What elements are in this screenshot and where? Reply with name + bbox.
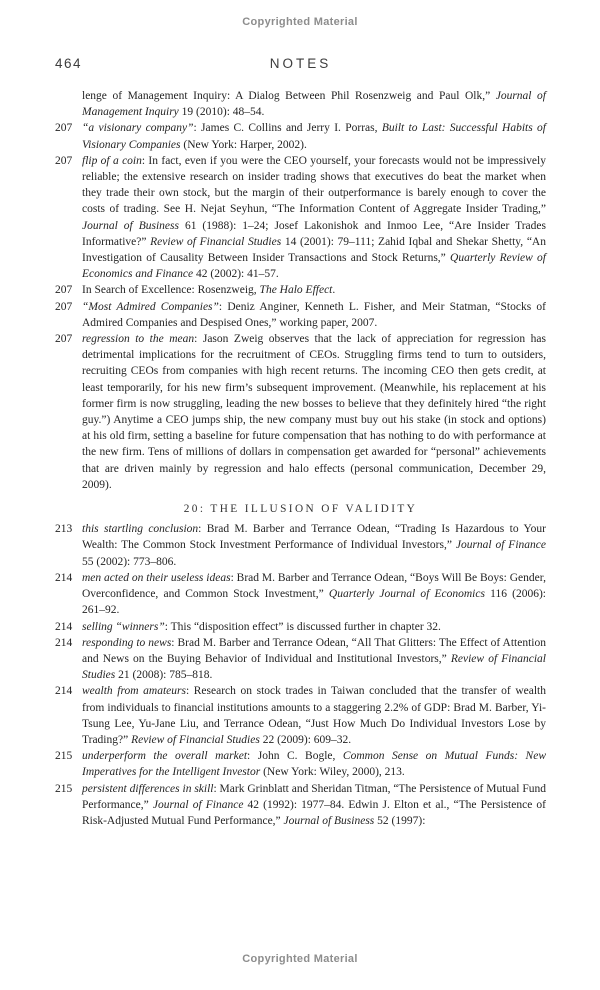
- note-text: [82, 301, 546, 329]
- note-text-segment: 42 (2002): 41–57.: [193, 268, 279, 281]
- note-page-number: 214: [55, 636, 73, 649]
- note-text-segment: : In fact, even if you were the CEO yourself, your forecasts would not be impressively reliable; the extensive research on insider trading shows that executives do beat the market when they trade their own stock, but the margin of their outperformance is barely enough to cover the costs of trading. See H. Nejat Seyhun, “The Information Content of Aggregate Insider Trading,”: [82, 154, 546, 216]
- note-entry: [55, 619, 546, 635]
- note-text-italic-segment: persistent differences in skill: [82, 782, 214, 795]
- page-header: [55, 56, 546, 74]
- note-entry: [55, 521, 546, 570]
- note-text-segment: (New York: Harper, 2002).: [180, 138, 307, 151]
- note-text-italic-segment: wealth from amateurs: [82, 685, 186, 698]
- chapter-heading: 20: THE ILLUSION OF VALIDITY: [183, 503, 418, 516]
- note-text: [82, 284, 335, 296]
- note-page-number: 214: [55, 571, 73, 584]
- note-text: [82, 621, 441, 633]
- note-entry: [55, 635, 546, 684]
- note-entry: [55, 570, 546, 619]
- note-text-italic-segment: Review of Financial Studies: [82, 652, 546, 682]
- note-text-italic-segment: Review of Financial Studies: [150, 235, 282, 248]
- note-text-segment: 14 (2001): 79–111; Zahid Iqbal and Shekar Shetty, “An Investigation of Causality Between Insider Transactions and Stock Returns,”: [82, 235, 546, 265]
- note-text-segment: : Research on stock trades in Taiwan concluded that the transfer of wealth from individuals to financial institutions amounts to a staggering 2.2% of GDP: Brad M. Barber, Yi-Tsung Lee, Yu-Jane Liu, and Terrance Odean, “Just How Much Do Individual Investors Lose by Trading?”: [82, 685, 546, 746]
- note-text-segment: : Brad M. Barber and Terrance Odean, “Boys Will Be Boys: Gender, Overconfidence, and Common Stock Investment,”: [82, 571, 546, 601]
- note-text-italic-segment: Journal of Finance: [152, 798, 244, 811]
- note-text-italic-segment: Journal of Finance: [455, 539, 546, 552]
- note-page-number: 207: [55, 300, 73, 313]
- notes-list: [55, 88, 546, 829]
- note-entry: [55, 683, 546, 748]
- note-text-italic-segment: this startling conclusion: [82, 523, 199, 536]
- note-text-segment: 42 (1992): 1977–84. Edwin J. Elton et al., “The Persistence of Risk-Adjusted Mutual Fund Performance,”: [82, 798, 546, 827]
- page-number: 464: [55, 56, 83, 71]
- note-text-italic-segment: Journal of Business: [82, 219, 179, 232]
- note-text-segment: : Mark Grinblatt and Sheridan Titman, “The Persistence of Mutual Fund Performance,”: [82, 782, 546, 811]
- note-text: [82, 90, 546, 118]
- note-entry: [55, 120, 546, 152]
- note-text-segment: 19 (2010): 48–54.: [178, 106, 265, 119]
- note-text: [82, 783, 546, 827]
- note-text-segment: : John C. Bogle,: [247, 750, 343, 763]
- note-text-segment: 55 (2002): 773–806.: [82, 555, 177, 568]
- note-text: [82, 750, 546, 778]
- note-entry: [55, 299, 546, 331]
- note-entry: [55, 282, 546, 298]
- note-text-italic-segment: Review of Financial Studies: [131, 733, 260, 746]
- note-text: [82, 523, 546, 567]
- note-text-italic-segment: The Halo Effect: [259, 284, 333, 297]
- note-text-italic-segment: selling “winners”: [82, 620, 165, 633]
- note-entry: [55, 748, 546, 780]
- note-page-number: 214: [55, 685, 73, 698]
- note-text-italic-segment: “Most Admired Companies”: [82, 300, 219, 313]
- note-text-italic-segment: Journal of Business: [283, 814, 375, 827]
- note-text-italic-segment: Built to Last: Successful Habits of Visionary Companies: [82, 122, 546, 151]
- note-text-segment: : This “disposition effect” is discussed further in chapter 32.: [164, 620, 441, 633]
- note-page-number: 207: [55, 284, 73, 297]
- note-text-segment: 61 (1988): 1–24; Josef Lakonishok and Inmoo Lee, “Are Insider Trades Informative?”: [82, 219, 546, 248]
- note-text-italic-segment: Common Sense on Mutual Funds: New Imperatives for the Intelligent Investor: [82, 750, 546, 779]
- note-text-segment: : Brad M. Barber and Terrance Odean, “All That Glitters: The Effect of Attention and News on the Buying Behavior of Individual and Institutional Investors,”: [82, 636, 546, 665]
- note-text: [82, 637, 546, 681]
- note-text: [82, 122, 546, 150]
- note-text: [82, 333, 546, 491]
- copyright-notice-top: Copyrighted Material: [242, 16, 358, 28]
- note-text-segment: : Brad M. Barber and Terrance Odean, “Trading Is Hazardous to Your Wealth: The Common Stock Investment Performance of Individual Investors,”: [82, 523, 547, 552]
- note-text-italic-segment: regression to the mean: [82, 333, 195, 346]
- note-text-segment: : James C. Collins and Jerry I. Porras,: [193, 122, 382, 135]
- note-text: [82, 155, 546, 280]
- note-text-segment: : Jason Zweig observes that the lack of appreciation for regression has detrimental implications for the recruitment of CEOs. Struggling firms tend to turn to outsiders, recruiting CEOs from companies with high recent returns. The incoming CEO then gets credit, at least temporarily, for his new firm’s subsequent improvement. (Meanwhile, his replacement at his former firm is now struggling, leading the new bosses to believe that they definitely hired “the right guy.”) Anytime a CEO jumps ship, the new company must buy out his stake (in stock and options) at his old firm, setting a baseline for future compensation that has nothing to do with performance at the new firm. Tens of millions of dollars in compensation get awarded for “personal” achievements that are driven mainly by regression and halo effects (personal communication, December 29, 2009).: [82, 333, 546, 491]
- note-text: [82, 572, 546, 616]
- note-text-segment: In Search of Excellence: Rosenzweig,: [82, 284, 260, 297]
- running-head: NOTES: [269, 56, 332, 71]
- note-text-italic-segment: flip of a coin: [82, 154, 142, 167]
- note-page-number: 207: [55, 122, 73, 135]
- note-text-segment: 116 (2006): 261–92.: [82, 588, 546, 617]
- note-text: [82, 685, 546, 746]
- note-page-number: 213: [55, 523, 73, 536]
- note-entry: [55, 781, 546, 830]
- note-page-number: 207: [55, 154, 73, 167]
- note-text-segment: 52 (1997):: [374, 814, 426, 827]
- copyright-notice-bottom: Copyrighted Material: [242, 953, 358, 965]
- note-text-italic-segment: men acted on their useless ideas: [82, 571, 231, 584]
- note-text-segment: .: [332, 284, 336, 297]
- note-text-italic-segment: Quarterly Journal of Economics: [328, 588, 485, 601]
- note-text-italic-segment: “a visionary company”: [82, 122, 194, 135]
- note-entry: [55, 331, 546, 493]
- note-text-segment: 22 (2009): 609–32.: [259, 733, 352, 746]
- note-text-segment: : Deniz Anginer, Kenneth L. Fisher, and Meir Statman, “Stocks of Admired Companies and Despised Ones,” working paper, 2007.: [82, 300, 546, 329]
- note-page-number: 207: [55, 333, 73, 346]
- note-page-number: 215: [55, 782, 73, 795]
- note-text-segment: lenge of Management Inquiry: A Dialog Between Phil Rosenzweig and Paul Olk,”: [82, 90, 496, 102]
- note-text-italic-segment: Journal of Management Inquiry: [82, 90, 546, 119]
- note-entry: [55, 88, 546, 120]
- note-text-segment: (New York: Wiley, 2000), 213.: [260, 766, 405, 779]
- note-text-italic-segment: underperform the overall market: [82, 750, 248, 763]
- note-text-segment: 21 (2008): 785–818.: [115, 669, 213, 682]
- note-text-italic-segment: Quarterly Review of Economics and Finance: [82, 252, 546, 281]
- note-page-number: 214: [55, 620, 73, 633]
- note-text-italic-segment: responding to news: [82, 636, 172, 649]
- note-page-number: 215: [55, 750, 73, 763]
- note-entry: [55, 153, 546, 283]
